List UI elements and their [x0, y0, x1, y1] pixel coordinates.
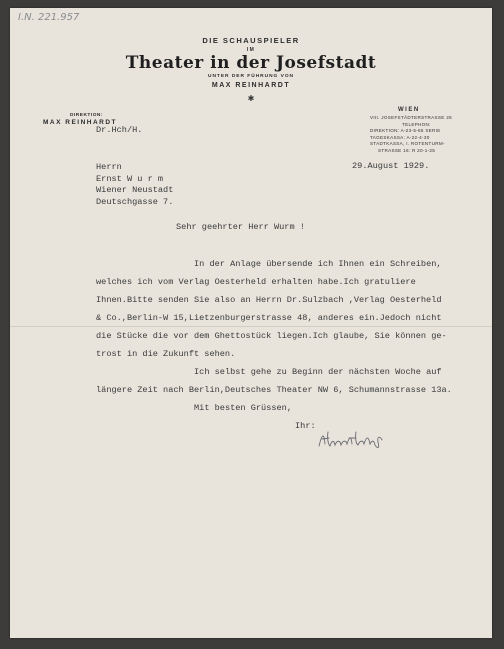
fold-line — [10, 326, 492, 327]
body-line: Mit besten Grüssen, — [194, 403, 292, 413]
body-line: längere Zeit nach Berlin,Deutsches Theater NW 6, Schumannstrasse 13a. — [96, 385, 452, 395]
archive-mark: I.N. 221.957 — [18, 12, 80, 23]
body-line: trost in die Zukunft sehen. — [96, 349, 236, 359]
address-line: TELEPHON: — [402, 121, 431, 127]
body-line: & Co.,Berlin-W 15,Lietzenburgerstrasse 48, anderes ein.Jedoch nicht — [96, 313, 442, 323]
recipient-block — [96, 162, 173, 208]
letterhead-line3: UNTER DER FÜHRUNG VON — [207, 74, 295, 79]
director-name: MAX REINHARDT — [211, 82, 291, 89]
closing: Ihr: — [295, 421, 316, 431]
address-line: STADTKASSA, I. ROTENTURM- — [370, 141, 445, 147]
body-line: die Stücke die vor dem Ghettostück liegen.Ich glaube, Sie können ge- — [96, 331, 447, 341]
recipient-line: Deutschgasse 7. — [96, 196, 174, 207]
letterhead-line2: IM — [246, 47, 256, 53]
address-line: DIREKTION: A-23-5-65 SERIE — [370, 128, 441, 134]
letter-date: 29.August 1929. — [352, 161, 430, 171]
direction-name: MAX REINHARDT — [43, 119, 118, 126]
recipient-line: Herrn — [96, 162, 122, 172]
body-line: In der Anlage übersende ich Ihnen ein Schreiben, — [194, 259, 442, 269]
address-line: TAGESKASSA: A-22-4-30 — [370, 134, 430, 140]
letterhead-line1: DIE SCHAUSPIELER — [202, 36, 300, 45]
address-line: VIII. JOSEFSTÄDTERSTRASSE 26 — [370, 115, 452, 120]
signature — [316, 428, 388, 454]
recipient-line: Wiener Neustadt — [96, 185, 174, 195]
salutation: Sehr geehrter Herr Wurm ! — [176, 222, 305, 232]
body-line: Ich selbst gehe zu Beginn der nächsten Woche auf — [194, 367, 442, 377]
star-icon: ✱ — [247, 94, 255, 103]
letter-sheet — [10, 8, 492, 638]
theater-name: Theater in der Josefstadt — [125, 53, 377, 73]
address-block — [370, 115, 452, 155]
reference: Dr.Hch/H. — [96, 125, 143, 135]
direction-label: DIREKTION: — [70, 113, 103, 118]
recipient-line: Ernst W u r m — [96, 173, 164, 184]
city: WIEN — [398, 107, 420, 113]
body-line: Ihnen.Bitte senden Sie also an Herrn Dr.Sulzbach ,Verlag Oesterheld — [96, 295, 442, 305]
body-line: welches ich vom Verlag Oesterheld erhalten habe.Ich gratuliere — [96, 277, 416, 287]
address-line: STRASSE 16: R 20-1-25 — [378, 147, 436, 153]
